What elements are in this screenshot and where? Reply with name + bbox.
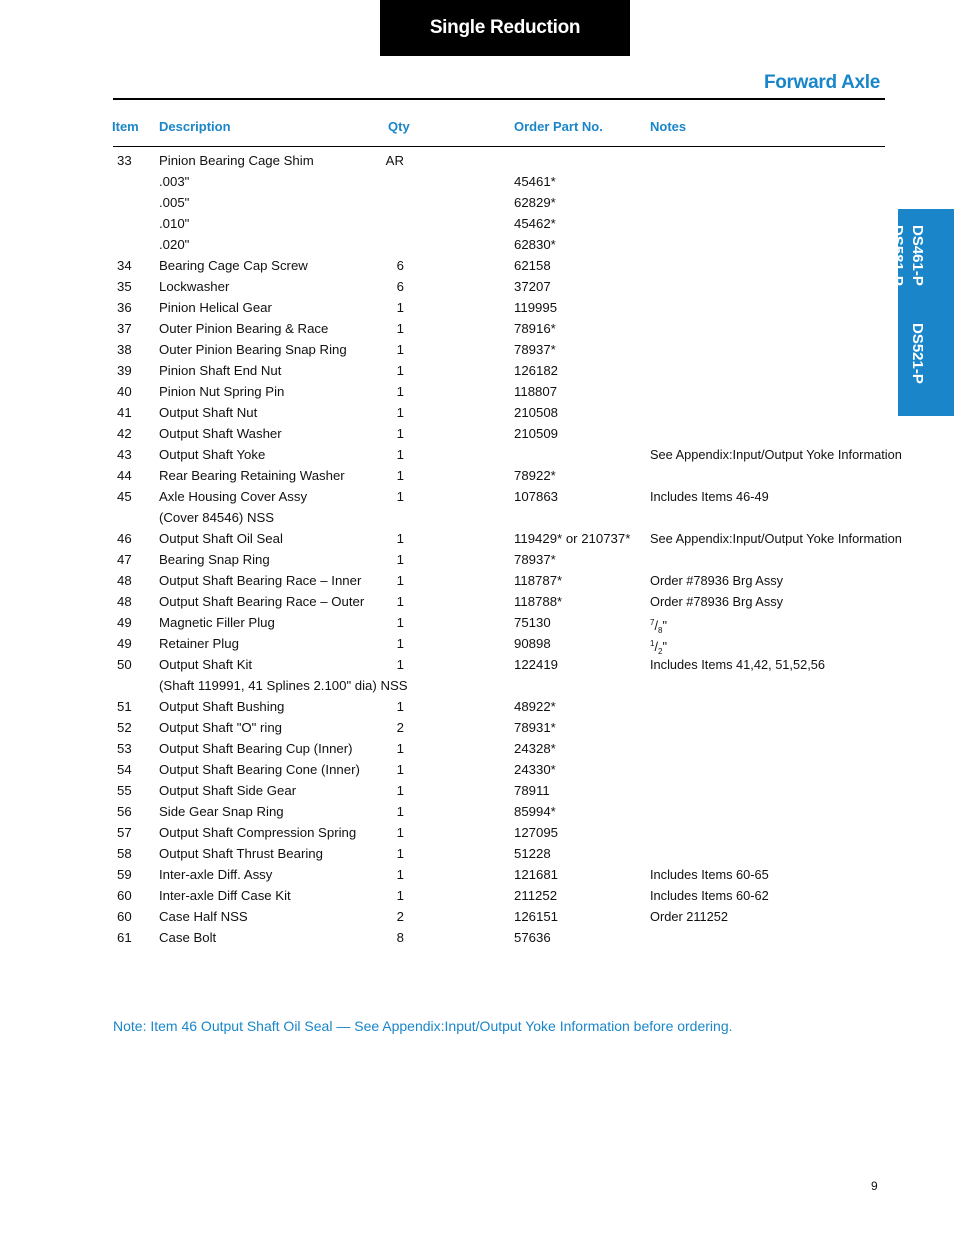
part-number-cell: 107863: [514, 489, 559, 504]
part-number-cell: 48922*: [514, 699, 556, 714]
description-cell: Axle Housing Cover Assy: [159, 489, 308, 504]
table-row: [0, 591, 954, 612]
qty-cell: 1: [396, 615, 404, 630]
parts-table: [0, 150, 954, 948]
table-row: [0, 864, 954, 885]
description-cell: Output Shaft Side Gear: [159, 783, 297, 798]
description-cell: (Cover 84546) NSS: [159, 510, 275, 525]
qty-cell: 1: [396, 342, 404, 357]
table-row: [0, 192, 954, 213]
table-row: [0, 843, 954, 864]
item-cell: 46: [117, 531, 132, 546]
description-cell: Inter-axle Diff. Assy: [159, 867, 273, 882]
part-number-cell: 211252: [514, 888, 558, 903]
item-cell: 42: [117, 426, 132, 441]
item-cell: 40: [117, 384, 132, 399]
qty-cell: 1: [396, 405, 404, 420]
part-number-cell: 57636: [514, 930, 551, 945]
description-cell: Case Half NSS: [159, 909, 248, 924]
item-cell: 57: [117, 825, 132, 840]
table-row: [0, 444, 954, 465]
table-row: [0, 696, 954, 717]
description-cell: .003": [159, 174, 190, 189]
table-row: [0, 738, 954, 759]
column-header-description: Description: [159, 119, 231, 134]
qty-cell: 1: [396, 825, 404, 840]
header-title-text: Single Reduction: [429, 17, 581, 38]
qty-cell: 1: [396, 363, 404, 378]
part-number-cell: 210509: [514, 426, 559, 441]
item-cell: 48: [117, 594, 132, 609]
description-cell: Output Shaft Bearing Cone (Inner): [159, 762, 360, 777]
description-cell: Output Shaft Bearing Race – Inner: [159, 573, 362, 588]
header-title: [380, 0, 630, 56]
qty-cell: 2: [396, 720, 404, 735]
qty-cell: 1: [396, 762, 404, 777]
part-number-cell: 122419: [514, 657, 559, 672]
part-number-cell: 126151: [514, 909, 559, 924]
part-number-cell: 37207: [514, 279, 551, 294]
notes-cell: Includes Items 46-49: [650, 489, 769, 504]
description-cell: Output Shaft Oil Seal: [159, 531, 283, 546]
part-number-cell: 62830*: [514, 237, 556, 252]
item-cell: 49: [117, 615, 132, 630]
qty-cell: 1: [396, 573, 404, 588]
item-cell: 39: [117, 363, 132, 378]
part-number-cell: 78937*: [514, 342, 556, 357]
description-cell: .010": [159, 216, 190, 231]
section-title: Forward Axle: [763, 72, 880, 93]
notes-cell: See Appendix:Input/Output Yoke Information: [650, 447, 902, 462]
part-number-cell: 121681: [514, 867, 559, 882]
footer-note: Note: Item 46 Output Shaft Oil Seal — See Appendix:Input/Output Yoke Information before ordering.: [113, 1018, 733, 1034]
qty-cell: 8: [396, 930, 404, 945]
item-cell: 36: [117, 300, 132, 315]
part-number-cell: 78931*: [514, 720, 556, 735]
item-cell: 43: [117, 447, 132, 462]
size-fraction: $^7/_8$": [650, 618, 668, 635]
qty-cell: 1: [396, 321, 404, 336]
part-number-cell: 118788*: [514, 594, 563, 609]
side-tab-model-ds581: DS581-P: [889, 225, 906, 286]
description-cell: Inter-axle Diff Case Kit: [159, 888, 291, 903]
fraction-unit: ": [662, 618, 668, 633]
item-cell: 60: [117, 909, 132, 924]
description-cell: Output Shaft Nut: [159, 405, 258, 420]
table-row: [0, 654, 954, 675]
item-cell: 41: [117, 405, 132, 420]
description-cell: Bearing Snap Ring: [159, 552, 270, 567]
table-row: [0, 255, 954, 276]
part-number-cell: 24330*: [514, 762, 556, 777]
description-cell: Pinion Bearing Cage Shim: [159, 153, 314, 168]
notes-cell: Includes Items 60-62: [650, 888, 769, 903]
fraction-unit: ": [662, 639, 668, 654]
top-rule: [113, 98, 885, 100]
description-cell: Output Shaft Thrust Bearing: [159, 846, 323, 861]
item-cell: 52: [117, 720, 132, 735]
table-row: [0, 927, 954, 948]
description-cell: Pinion Helical Gear: [159, 300, 272, 315]
part-number-cell: 78937*: [514, 552, 556, 567]
item-cell: 47: [117, 552, 132, 567]
part-number-cell: 90898: [514, 636, 551, 651]
description-cell: Output Shaft Kit: [159, 657, 253, 672]
description-cell: Lockwasher: [159, 279, 230, 294]
qty-cell: 1: [396, 594, 404, 609]
description-cell: Output Shaft Compression Spring: [159, 825, 357, 840]
part-number-cell: 24328*: [514, 741, 556, 756]
table-row: [0, 339, 954, 360]
qty-cell: 1: [396, 447, 404, 462]
fraction-numerator: 7: [650, 618, 655, 627]
qty-cell: 1: [396, 552, 404, 567]
table-row: [0, 780, 954, 801]
qty-cell: 6: [396, 279, 404, 294]
qty-cell: 1: [396, 783, 404, 798]
description-cell: Outer Pinion Bearing Snap Ring: [159, 342, 347, 357]
table-row: [0, 822, 954, 843]
table-row: [0, 906, 954, 927]
part-number-cell: 119995: [514, 300, 558, 315]
table-row: [0, 633, 954, 654]
description-cell: Output Shaft Bearing Cup (Inner): [159, 741, 353, 756]
description-cell: Magnetic Filler Plug: [159, 615, 275, 630]
part-number-cell: 62158: [514, 258, 551, 273]
item-cell: 38: [117, 342, 132, 357]
table-row: [0, 570, 954, 591]
qty-cell: 1: [396, 888, 404, 903]
item-cell: 60: [117, 888, 132, 903]
column-header-item: Item: [112, 119, 139, 134]
qty-cell: 1: [396, 300, 404, 315]
qty-cell: 1: [396, 384, 404, 399]
part-number-cell: 62829*: [514, 195, 556, 210]
table-row: [0, 381, 954, 402]
item-cell: 53: [117, 741, 132, 756]
description-cell: Output Shaft Bearing Race – Outer: [159, 594, 365, 609]
table-row: [0, 549, 954, 570]
qty-cell: 2: [396, 909, 404, 924]
table-row: [0, 213, 954, 234]
part-number-cell: 75130: [514, 615, 551, 630]
part-number-cell: 85994*: [514, 804, 556, 819]
item-cell: 44: [117, 468, 132, 483]
part-number-cell: 210508: [514, 405, 559, 420]
table-row: [0, 528, 954, 549]
description-cell: Rear Bearing Retaining Washer: [159, 468, 345, 483]
item-cell: 51: [117, 699, 132, 714]
item-cell: 35: [117, 279, 132, 294]
table-row: [0, 486, 954, 507]
qty-cell: 1: [396, 636, 404, 651]
part-number-cell: 126182: [514, 363, 559, 378]
qty-cell: 1: [396, 699, 404, 714]
part-number-cell: 78922*: [514, 468, 556, 483]
table-row: [0, 612, 954, 633]
item-cell: 58: [117, 846, 132, 861]
item-cell: 45: [117, 489, 132, 504]
item-cell: 33: [117, 153, 132, 168]
qty-cell: 1: [396, 867, 404, 882]
part-number-cell: 119429* or 210737*: [514, 531, 631, 546]
description-cell: Output Shaft Yoke: [159, 447, 266, 462]
qty-cell: 1: [396, 468, 404, 483]
qty-cell: AR: [385, 153, 404, 168]
part-number-cell: 45461*: [514, 174, 556, 189]
qty-cell: 1: [396, 846, 404, 861]
description-cell: Output Shaft Bushing: [159, 699, 285, 714]
item-cell: 50: [117, 657, 132, 672]
item-cell: 34: [117, 258, 132, 273]
item-cell: 54: [117, 762, 132, 777]
table-row: [0, 234, 954, 255]
item-cell: 48: [117, 573, 132, 588]
part-number-cell: 78916*: [514, 321, 556, 336]
part-number-cell: 78911: [514, 783, 550, 798]
notes-cell: Includes Items 41,42, 51,52,56: [650, 657, 826, 672]
part-number-cell: 51228: [514, 846, 551, 861]
part-number-cell: 118787*: [514, 573, 563, 588]
column-header-qty: Qty: [388, 119, 410, 134]
table-row: [0, 465, 954, 486]
qty-cell: 1: [396, 804, 404, 819]
table-row: [0, 885, 954, 906]
table-row: [0, 276, 954, 297]
description-cell: Output Shaft Washer: [159, 426, 282, 441]
qty-cell: 1: [396, 741, 404, 756]
notes-cell: Order #78936 Brg Assy: [650, 594, 784, 609]
qty-cell: 1: [396, 489, 404, 504]
description-cell: Bearing Cage Cap Screw: [159, 258, 308, 273]
table-row: [0, 150, 954, 171]
notes-cell: Includes Items 60-65: [650, 867, 769, 882]
table-row: [0, 801, 954, 822]
fraction-denominator: 8: [658, 626, 663, 635]
description-cell: (Shaft 119991, 41 Splines 2.100" dia) NSS: [159, 678, 408, 693]
part-number-cell: 45462*: [514, 216, 556, 231]
description-cell: Pinion Shaft End Nut: [159, 363, 282, 378]
description-cell: Case Bolt: [159, 930, 217, 945]
side-tab-model-ds461: DS461-P: [909, 225, 926, 286]
item-cell: 37: [117, 321, 132, 336]
description-cell: Output Shaft "O" ring: [159, 720, 282, 735]
description-cell: Retainer Plug: [159, 636, 239, 651]
item-cell: 49: [117, 636, 132, 651]
item-cell: 61: [117, 930, 132, 945]
table-row: [0, 423, 954, 444]
column-header-notes: Notes: [650, 119, 687, 134]
table-row: [0, 675, 954, 696]
side-tab-model-ds521: DS521-P: [909, 323, 926, 384]
item-cell: 59: [117, 867, 132, 882]
table-row: [0, 318, 954, 339]
qty-cell: 1: [396, 426, 404, 441]
description-cell: Pinion Nut Spring Pin: [159, 384, 285, 399]
description-cell: Side Gear Snap Ring: [159, 804, 284, 819]
header-rule: [113, 146, 885, 147]
item-cell: 55: [117, 783, 132, 798]
part-number-cell: 127095: [514, 825, 559, 840]
item-cell: 56: [117, 804, 132, 819]
table-row: [0, 402, 954, 423]
table-row: [0, 171, 954, 192]
table-row: [0, 297, 954, 318]
notes-cell: Order 211252: [650, 909, 729, 924]
description-cell: Outer Pinion Bearing & Race: [159, 321, 329, 336]
page-number: 9: [871, 1179, 878, 1193]
qty-cell: 1: [396, 657, 404, 672]
table-row: [0, 717, 954, 738]
description-cell: .020": [159, 237, 190, 252]
size-fraction: $^1/_2$": [650, 639, 668, 656]
description-cell: .005": [159, 195, 190, 210]
qty-cell: 6: [396, 258, 404, 273]
table-row: [0, 759, 954, 780]
notes-cell: Order #78936 Brg Assy: [650, 573, 784, 588]
part-number-cell: 118807: [514, 384, 558, 399]
fraction-denominator: 2: [658, 647, 663, 656]
table-row: [0, 507, 954, 528]
notes-cell: See Appendix:Input/Output Yoke Information: [650, 531, 902, 546]
table-row: [0, 360, 954, 381]
column-header-part: Order Part No.: [514, 119, 603, 134]
fraction-numerator: 1: [650, 639, 655, 648]
qty-cell: 1: [396, 531, 404, 546]
